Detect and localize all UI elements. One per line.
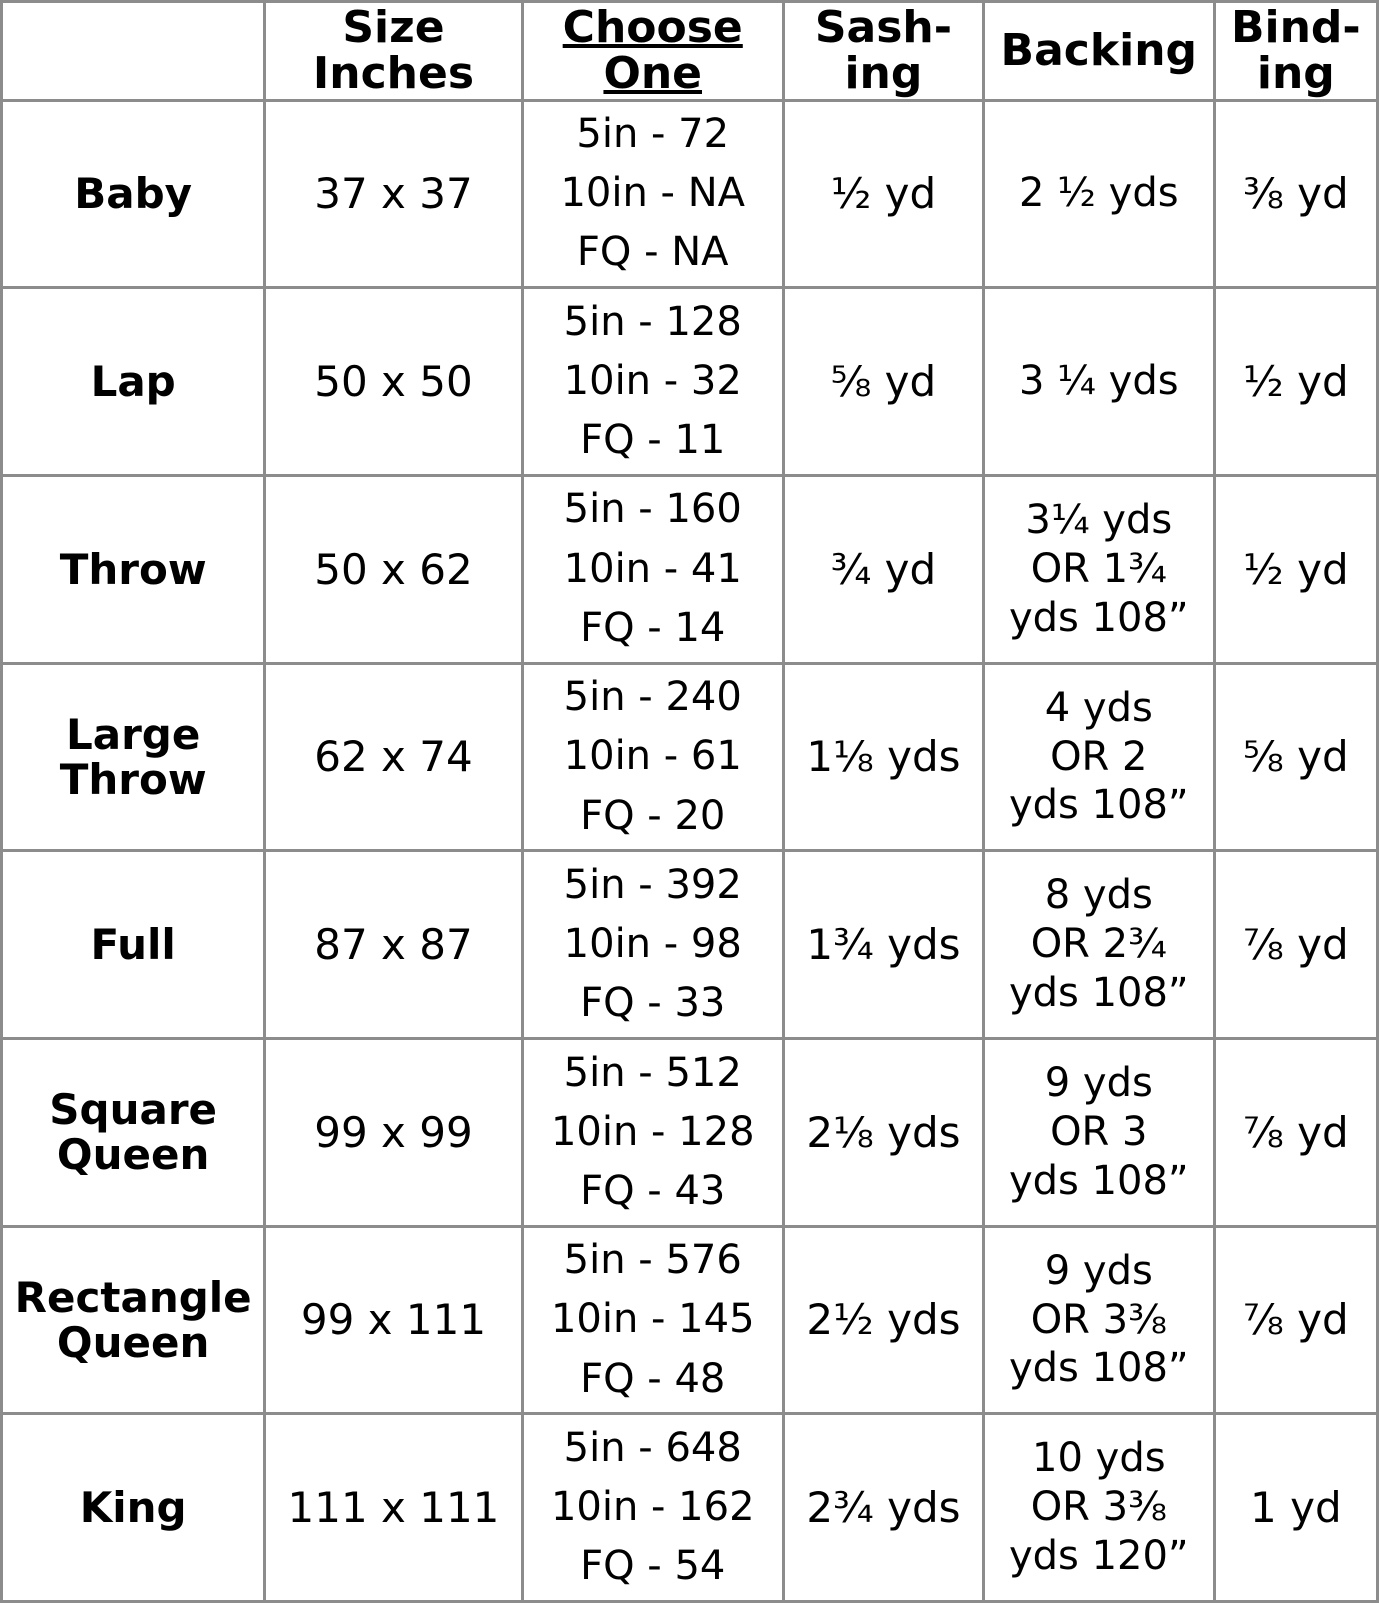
row-label-king (2, 1414, 265, 1602)
backing-line3: yds 108” (1008, 1157, 1189, 1204)
cell-backing (983, 1038, 1214, 1226)
cell-binding: 1 yd (1214, 1414, 1377, 1602)
choose-10in: 10in - NA (560, 170, 745, 217)
choose-fq: FQ - 20 (580, 792, 726, 839)
cell-size-inches: 99 x 99 (265, 1038, 522, 1226)
table-row (2, 1226, 1378, 1414)
choose-10in: 10in - 61 (563, 733, 742, 780)
table-row (2, 1038, 1378, 1226)
backing-line2: OR 3 (1050, 1108, 1148, 1155)
row-label-line2: Queen (56, 1317, 210, 1367)
header-binding-line2: ing (1256, 47, 1335, 99)
cell-sashing: 2⅛ yds (783, 1038, 983, 1226)
backing-line3: yds 108” (1008, 594, 1189, 641)
row-label-line1: Throw (59, 544, 207, 594)
choose-10in: 10in - 162 (550, 1484, 755, 1531)
backing-line1: 9 yds (1044, 1060, 1153, 1107)
cell-size-inches: 99 x 111 (265, 1226, 522, 1414)
backing-line1: 9 yds (1044, 1247, 1153, 1294)
table-row (2, 663, 1378, 851)
header-sashing-line2: ing (844, 47, 923, 99)
choose-5in: 5in - 648 (563, 1424, 742, 1471)
cell-choose-one (522, 475, 783, 663)
backing-line2: OR 3⅜ (1030, 1296, 1167, 1343)
cell-backing (983, 475, 1214, 663)
row-label-line1: King (79, 1482, 187, 1532)
row-label-line1: Full (90, 919, 176, 969)
cell-backing (983, 288, 1214, 476)
cell-binding: ⅞ yd (1214, 851, 1377, 1039)
choose-fq: FQ - 54 (580, 1543, 726, 1590)
row-label-lap (2, 288, 265, 476)
cell-sashing: ¾ yd (783, 475, 983, 663)
backing-line2: OR 3⅜ (1030, 1484, 1167, 1531)
choose-10in: 10in - 41 (563, 545, 742, 592)
table-header (2, 2, 1378, 101)
choose-fq: FQ - 14 (580, 604, 726, 651)
cell-size-inches: 50 x 62 (265, 475, 522, 663)
backing-line1: 4 yds (1044, 684, 1153, 731)
cell-sashing: 1¾ yds (783, 851, 983, 1039)
row-label-baby (2, 100, 265, 288)
choose-5in: 5in - 240 (563, 674, 742, 721)
table-row (2, 288, 1378, 476)
choose-fq: FQ - 48 (580, 1355, 726, 1402)
backing-line1: 8 yds (1044, 872, 1153, 919)
choose-5in: 5in - 128 (563, 298, 742, 345)
cell-sashing: 1⅛ yds (783, 663, 983, 851)
row-label-square-queen (2, 1038, 265, 1226)
table-row (2, 100, 1378, 288)
backing-line1: 3 ¼ yds (1019, 358, 1179, 405)
header-size-line2: Inches (312, 47, 475, 99)
row-label-line1: Baby (74, 169, 193, 219)
backing-line3: yds 108” (1008, 1345, 1189, 1392)
table-row (2, 1414, 1378, 1602)
cell-binding: ⅝ yd (1214, 663, 1377, 851)
cell-choose-one (522, 1038, 783, 1226)
choose-10in: 10in - 98 (563, 921, 742, 967)
choose-fq: FQ - 43 (580, 1167, 726, 1214)
choose-fq: FQ - NA (576, 229, 729, 276)
table-row (2, 475, 1378, 663)
cell-size-inches: 62 x 74 (265, 663, 522, 851)
cell-choose-one (522, 1226, 783, 1414)
cell-choose-one (522, 288, 783, 476)
backing-line2: OR 1¾ (1030, 545, 1167, 592)
choose-10in: 10in - 145 (550, 1296, 755, 1343)
cell-binding: ⅞ yd (1214, 1038, 1377, 1226)
column-header-sashing (783, 2, 983, 101)
choose-10in: 10in - 32 (563, 357, 742, 404)
cell-backing (983, 100, 1214, 288)
header-binding-line1: Bind- (1230, 2, 1361, 53)
column-header-backing (983, 2, 1214, 101)
backing-line1: 3¼ yds (1025, 497, 1173, 544)
cell-binding: ½ yd (1214, 475, 1377, 663)
backing-line3: yds 108” (1008, 782, 1189, 829)
cell-size-inches: 111 x 111 (265, 1414, 522, 1602)
backing-line1: 2 ½ yds (1019, 170, 1179, 217)
cell-binding: ⅞ yd (1214, 1226, 1377, 1414)
header-size-line1: Size (342, 2, 445, 53)
row-label-throw (2, 475, 265, 663)
cell-backing (983, 1414, 1214, 1602)
backing-line2: OR 2¾ (1030, 921, 1167, 968)
choose-5in: 5in - 72 (576, 111, 730, 158)
choose-5in: 5in - 392 (563, 861, 742, 908)
cell-choose-one (522, 100, 783, 288)
table-body (2, 100, 1378, 1602)
cell-size-inches: 87 x 87 (265, 851, 522, 1039)
cell-size-inches: 50 x 50 (265, 288, 522, 476)
cell-sashing: ⅝ yd (783, 288, 983, 476)
header-sashing-line1: Sash- (814, 2, 952, 53)
column-header-binding (1214, 2, 1377, 101)
column-header-quilt-size (2, 2, 265, 101)
choose-5in: 5in - 160 (563, 486, 742, 533)
cell-sashing: ½ yd (783, 100, 983, 288)
header-backing-line1: Backing (1000, 24, 1198, 76)
choose-fq: FQ - 33 (580, 980, 726, 1027)
column-header-size-inches (265, 2, 522, 101)
cell-size-inches: 37 x 37 (265, 100, 522, 288)
row-label-line2: Throw (59, 754, 207, 804)
row-label-line1: Square (49, 1084, 218, 1134)
cell-binding: ½ yd (1214, 288, 1377, 476)
backing-line1: 10 yds (1032, 1435, 1166, 1482)
row-label-line1: Large (65, 709, 201, 759)
cell-choose-one (522, 663, 783, 851)
backing-line3: yds 108” (1008, 969, 1189, 1016)
cell-choose-one (522, 851, 783, 1039)
column-header-choose-one (522, 2, 783, 101)
cell-backing (983, 1226, 1214, 1414)
table-row (2, 851, 1378, 1039)
header-row (2, 2, 1378, 101)
header-choose-line2: One (603, 47, 703, 99)
cell-backing (983, 663, 1214, 851)
row-label-full (2, 851, 265, 1039)
backing-line2: OR 2 (1050, 733, 1148, 780)
row-label-line2: Queen (56, 1130, 210, 1180)
cell-binding: ⅜ yd (1214, 100, 1377, 288)
cell-sashing: 2¾ yds (783, 1414, 983, 1602)
cell-choose-one (522, 1414, 783, 1602)
choose-fq: FQ - 11 (580, 417, 726, 464)
choose-5in: 5in - 576 (563, 1237, 742, 1284)
row-label-line1: Rectangle (14, 1272, 252, 1322)
row-label-rectangle-queen (2, 1226, 265, 1414)
row-label-line1: Lap (90, 356, 176, 406)
cell-sashing: 2½ yds (783, 1226, 983, 1414)
choose-10in: 10in - 128 (550, 1108, 755, 1155)
choose-5in: 5in - 512 (563, 1049, 742, 1096)
row-label-large-throw (2, 663, 265, 851)
cell-backing (983, 851, 1214, 1039)
header-choose-line1: Choose (562, 2, 743, 53)
backing-line3: yds 120” (1008, 1533, 1189, 1580)
